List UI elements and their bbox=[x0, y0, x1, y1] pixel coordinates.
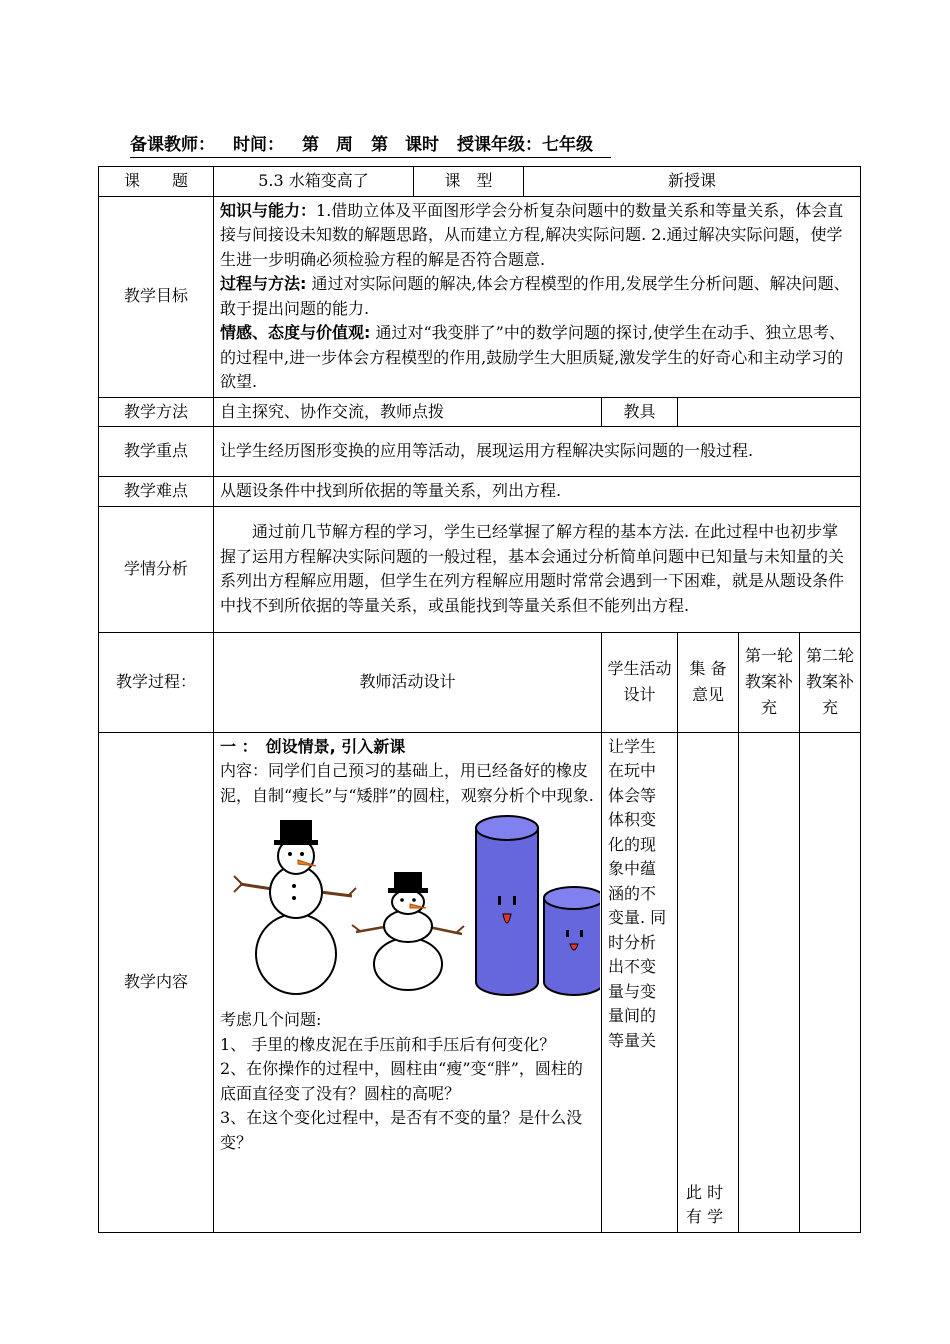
header-teacher: 备课教师： bbox=[130, 135, 215, 155]
header-week: 第 周 bbox=[302, 135, 353, 155]
collective-content-cell: 此 时有 学 bbox=[678, 732, 739, 1232]
key-value: 让学生经历图形变换的应用等活动，展现运用方程解决实际问题的一般过程. bbox=[214, 427, 861, 477]
analysis-label: 学情分析 bbox=[99, 506, 214, 632]
short-cylinder-icon bbox=[544, 887, 600, 995]
section-title: 一 ： 创设情景, 引入新课 bbox=[220, 736, 406, 756]
tool-value bbox=[678, 397, 861, 427]
questions-title: 考虑几个问题: bbox=[220, 1010, 322, 1029]
process-label: 教学过程： bbox=[99, 632, 214, 732]
difficulty-value: 从题设条件中找到所依据的等量关系，列出方程. bbox=[214, 477, 861, 507]
header-grade: 授课年级：七年级 bbox=[457, 135, 593, 155]
topic-value: 5.3 水箱变高了 bbox=[214, 167, 414, 197]
tool-label: 教具 bbox=[602, 397, 678, 427]
emotion-text: 通过对“我变胖了”中的数学问题的探讨,使学生在动手、独立思考、的过程中,进一步体会方程模型的作用,鼓励学生大胆质疑,激发学生的好奇心和主动学习的欲望. bbox=[220, 323, 845, 391]
question-2: 2、在你操作的过程中，圆柱由“瘦”变“胖”，圆柱的底面直径变了没有？圆柱的高呢？ bbox=[220, 1059, 583, 1103]
process-title: 过程与方法: bbox=[220, 274, 307, 293]
method-label: 教学方法 bbox=[99, 397, 214, 427]
big-snowman-icon bbox=[234, 820, 356, 994]
question-1: 1、 手里的橡皮泥在手压前和手压后有何变化？ bbox=[220, 1034, 556, 1054]
student-content-cell: 让学生在玩中体会等体积变化的现象中蕴涵的不变量. 同时分析出不变量与变量间的等量关 bbox=[602, 732, 678, 1232]
question-3: 3、在这个变化过程中，是否有不变的量？是什么没变？ bbox=[220, 1108, 583, 1152]
round2-content-cell bbox=[800, 732, 861, 1232]
teacher-activity-header: 教师活动设计 bbox=[214, 632, 602, 732]
emotion-title: 情感、态度与价值观: bbox=[220, 323, 371, 342]
header-period: 第 课时 bbox=[371, 135, 439, 155]
key-label: 教学重点 bbox=[99, 427, 214, 477]
small-snowman-icon bbox=[352, 872, 464, 990]
lesson-plan-table bbox=[98, 166, 861, 1233]
analysis-value: 通过前几节解方程的学习，学生已经掌握了解方程的基本方法. 在此过程中也初步掌握了运用方程解决实际问题的一般过程，基本会通过分析简单问题中已知量与未知量的关系列出方程解应用题，但学生在列方程解应用题时常常会遇到一下困难，就是从题设条件中找不到所依据的等量关系，或虽能找到等量关系但不能列出方程. bbox=[214, 506, 861, 632]
page-header bbox=[130, 130, 611, 158]
teacher-content-cell bbox=[214, 732, 602, 1232]
intro-text: 内容：同学们自己预习的基础上，用已经备好的橡皮泥，自制“瘦长”与“矮胖”的圆柱，观察分析个中现象. bbox=[220, 761, 594, 805]
type-label: 课 型 bbox=[414, 167, 524, 197]
type-value: 新授课 bbox=[524, 167, 861, 197]
content-label: 教学内容 bbox=[99, 732, 214, 1232]
student-activity-header: 学生活动设计 bbox=[602, 632, 678, 732]
snowmen-cylinders-illustration bbox=[220, 814, 600, 1004]
collective-opinion-header: 集 备意见 bbox=[678, 632, 739, 732]
method-value: 自主探究、协作交流，教师点拨 bbox=[214, 397, 602, 427]
knowledge-text: 1.借助立体及平面图形学会分析复杂问题中的数量关系和等量关系，体会直接与间接设未知数的解题思路，从而建立方程,解决实际问题. 2.通过解决实际问题，使学生进一步明确必须检验方程的解是否符合题意. bbox=[220, 200, 844, 269]
header-time: 时间： bbox=[233, 135, 284, 155]
round1-content-cell bbox=[739, 732, 800, 1232]
tall-cylinder-icon bbox=[476, 816, 538, 995]
process-text: 通过对实际问题的解决,体会方程模型的作用,发展学生分析问题、解决问题、敢于提出问题的能力. bbox=[220, 274, 850, 318]
round2-header: 第二轮教案补充 bbox=[800, 632, 861, 732]
difficulty-label: 教学难点 bbox=[99, 477, 214, 507]
objectives-cell bbox=[214, 196, 861, 397]
knowledge-title: 知识与能力： bbox=[220, 200, 317, 220]
topic-label: 课 题 bbox=[99, 167, 214, 197]
round1-header: 第一轮教案补充 bbox=[739, 632, 800, 732]
objectives-label: 教学目标 bbox=[99, 196, 214, 397]
